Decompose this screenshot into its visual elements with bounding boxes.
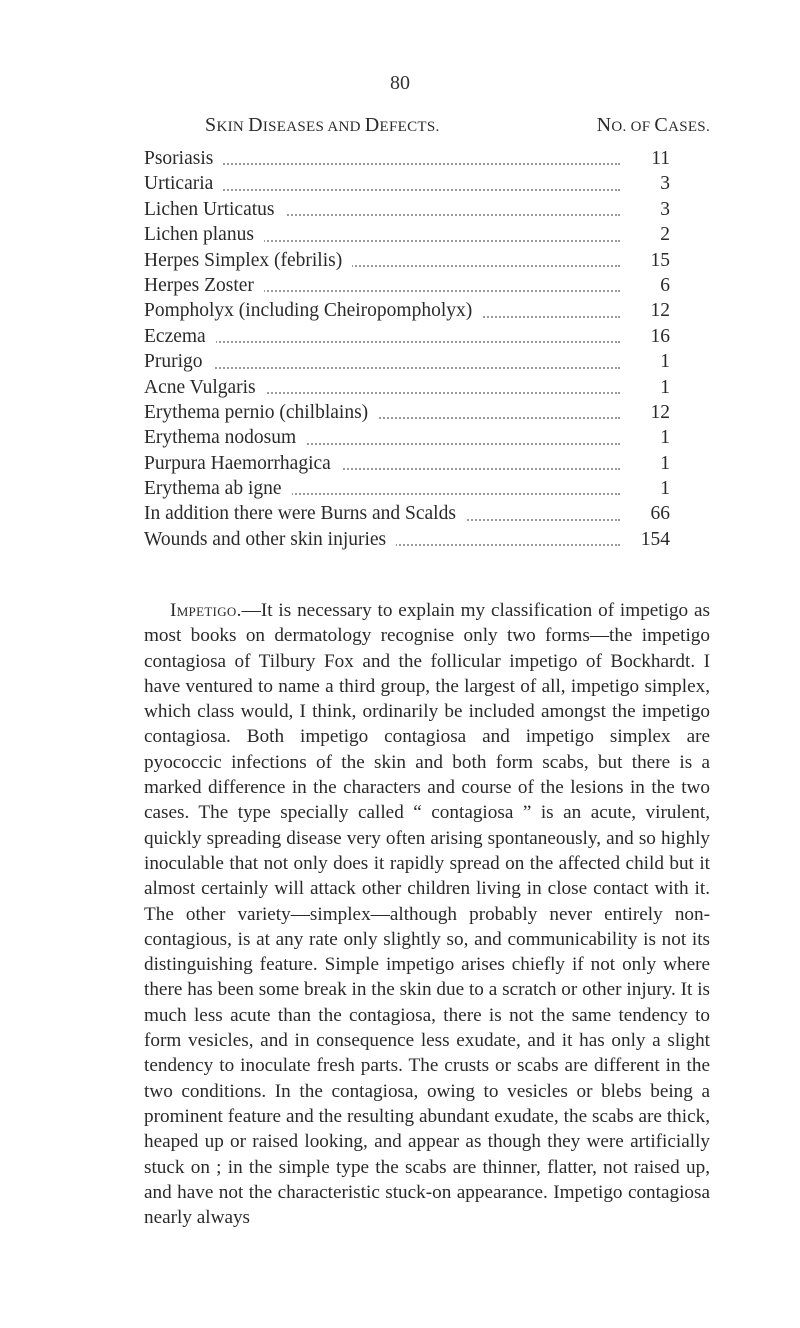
disease-name: Acne Vulgaris — [144, 377, 266, 398]
case-count: 6 — [626, 273, 670, 298]
table-row — [144, 400, 670, 425]
table-row — [144, 222, 670, 247]
disease-name: Wounds and other skin injuries — [144, 529, 396, 550]
table-row — [144, 248, 670, 273]
table-row — [144, 171, 670, 196]
case-count: 16 — [626, 324, 670, 349]
table-row — [144, 425, 670, 450]
case-count: 2 — [626, 222, 670, 247]
case-count: 66 — [626, 501, 670, 526]
case-count: 12 — [626, 400, 670, 425]
disease-name: Pompholyx (including Cheiropompholyx) — [144, 300, 482, 321]
case-count: 3 — [626, 197, 670, 222]
disease-name: Psoriasis — [144, 148, 223, 169]
table-row — [144, 527, 670, 552]
case-count: 15 — [626, 248, 670, 273]
table-row — [144, 298, 670, 323]
disease-name: Eczema — [144, 326, 216, 347]
column-header-cases — [597, 114, 710, 137]
impetigo-paragraph — [144, 598, 710, 1230]
disease-name: Prurigo — [144, 351, 213, 372]
disease-name: Erythema ab igne — [144, 478, 292, 499]
disease-name: Herpes Simplex (febrilis) — [144, 250, 352, 271]
table-row — [144, 273, 670, 298]
disease-name: Erythema pernio (chilblains) — [144, 402, 378, 423]
table-row — [144, 375, 670, 400]
case-count: 1 — [626, 425, 670, 450]
table-row — [144, 476, 670, 501]
header-letter: D — [364, 114, 380, 136]
header-part: ASES. — [668, 119, 710, 135]
table-header — [205, 114, 710, 140]
disease-name: Herpes Zoster — [144, 275, 264, 296]
disease-name: Purpura Haemorrhagica — [144, 453, 341, 474]
table-row — [144, 451, 670, 476]
page-number: 80 — [390, 72, 410, 94]
disease-name: Urticaria — [144, 173, 223, 194]
case-count: 1 — [626, 349, 670, 374]
header-letter: C — [654, 114, 669, 136]
header-letter: S — [205, 114, 217, 136]
table-row — [144, 501, 670, 526]
case-count: 1 — [626, 476, 670, 501]
table-row — [144, 349, 670, 374]
header-part: O. OF — [611, 119, 655, 135]
case-count: 1 — [626, 375, 670, 400]
dot-leader — [144, 367, 620, 369]
disease-name: In addition there were Burns and Scalds — [144, 503, 466, 524]
case-count: 3 — [626, 171, 670, 196]
header-part: KIN — [216, 119, 249, 135]
disease-name: Erythema nodosum — [144, 427, 306, 448]
header-letter: N — [596, 114, 612, 136]
case-count: 1 — [626, 451, 670, 476]
paragraph-heading: Impetigo. — [170, 600, 242, 621]
header-part: EFECTS. — [379, 119, 440, 135]
header-letter: D — [248, 114, 263, 136]
table-row — [144, 324, 670, 349]
disease-name: Lichen planus — [144, 224, 264, 245]
paragraph-text: —It is necessary to explain my classification of impetigo as most books on dermatology recognise only two forms—the impetigo contagiosa of Tilbury Fox and the follicular impetigo of Bockhardt. I have ventured to name a third group, the largest of all, impetigo simplex, which class would, I think, ordinarily be included amongst the impetigo contagiosa. Both impetigo contagiosa and impetigo simplex are pyococcic infections of the skin and both form scabs, but there is a marked difference in the characters and course of the lesions in the two cases. The type specially called “ contagiosa ” is an acute, virulent, quickly spreading disease very often arising spontaneously, and so highly inoculable that not only does it rapidly spread on the affected child but it almost certainly will attack other children living in close contact with it. The other variety—simplex—although probably never entirely non-contagious, is at any rate only slightly so, and communicability is not its distinguishing feature. Simple impetigo arises chiefly if not only where there has been some break in the skin due to a scratch or other injury. It is much less acute than the contagiosa, there is not the same tendency to form vesicles, and in consequence less exudate, and it has only a slight tendency to inoculate fresh parts. The crusts or scabs are different in the two conditions. In the contagiosa, owing to vesicles or blebs being a prominent feature and the resulting abundant exudate, the scabs are thick, heaped up or raised looking, and appear as though they were artificially stuck on ; in the simple type the scabs are thinner, flatter, not raised up, and have not the characteristic stuck-on appearance. Impetigo contagiosa nearly always — [144, 600, 710, 1229]
table-row — [144, 197, 670, 222]
disease-name: Lichen Urticatus — [144, 199, 285, 220]
column-header-disease — [205, 114, 440, 137]
table-row — [144, 146, 670, 171]
case-count: 11 — [626, 146, 670, 171]
disease-table — [144, 146, 670, 552]
header-part: ISEASES AND — [262, 119, 365, 135]
case-count: 154 — [626, 527, 670, 552]
case-count: 12 — [626, 298, 670, 323]
